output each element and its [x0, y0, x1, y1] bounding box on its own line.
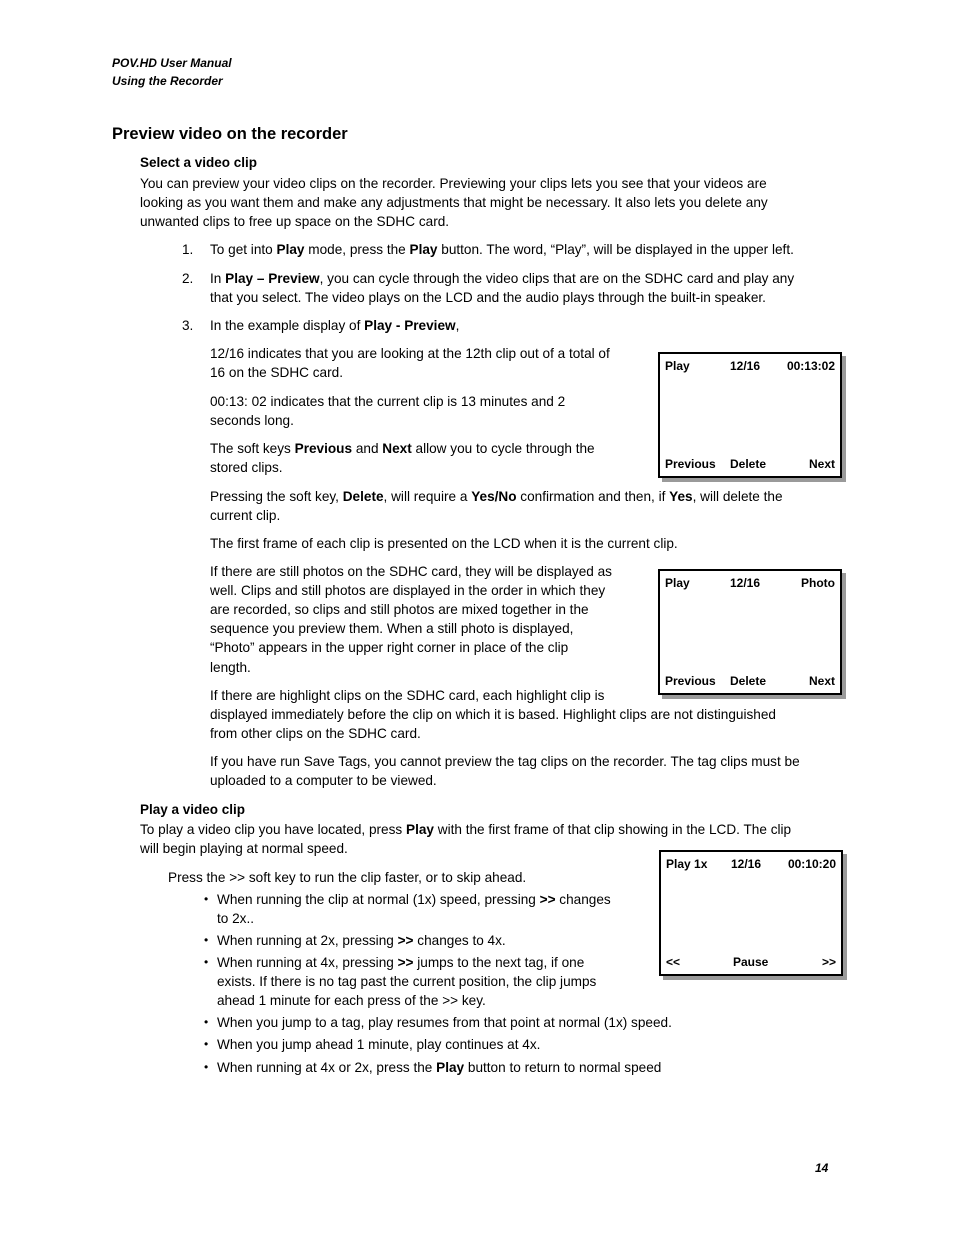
- bullet-3-line-1: When running at 4x, pressing >> jumps to the next tag, if one: [217, 955, 585, 970]
- bullet-1-line-1: When running the clip at normal (1x) speed, pressing >> changes: [217, 892, 611, 907]
- bullet-6-dot: •: [204, 1060, 209, 1074]
- bullet-2-text: When running at 2x, pressing >> changes to 4x.: [217, 933, 506, 948]
- step-3-number: 3.: [182, 318, 194, 333]
- step-2-text-line-2: that you select. The video plays on the LCD and the audio plays through the built-in speaker.: [210, 290, 766, 305]
- lcd-clip-count: 12/16: [730, 359, 761, 373]
- para-delete-line-2: current clip.: [210, 508, 281, 523]
- bullet-4-dot: •: [204, 1015, 209, 1029]
- lcd-softkey-pause: Pause: [733, 955, 769, 969]
- subheading-play: Play a video clip: [140, 802, 246, 817]
- lcd-clip-length: 00:13:02: [786, 359, 835, 373]
- para-time-line-2: seconds long.: [210, 413, 294, 428]
- para-photos-line-5: “Photo” appears in the upper right corner in place of the clip: [210, 640, 569, 655]
- page-heading: Preview video on the recorder: [112, 125, 348, 143]
- para-highlight-line-1: If there are highlight clips on the SDHC card, each highlight clip is: [210, 688, 605, 703]
- lcd-softkey-rewind: <<: [666, 955, 681, 969]
- para-photos-line-4: sequence you preview them. When a still photo is displayed,: [210, 621, 574, 636]
- intro-line-2: looking as you want them and make any adjustments that might be necessary. It also lets you delete any: [140, 195, 768, 210]
- para-delete-line-1: Pressing the soft key, Delete, will require a Yes/No confirmation and then, if Yes, will delete the: [210, 489, 783, 504]
- lcd-clip-count: 12/16: [731, 857, 762, 871]
- lcd-mode-label: Play 1x: [666, 857, 708, 871]
- lcd-softkey-delete: Delete: [730, 457, 767, 471]
- page-number: 14: [815, 1161, 829, 1175]
- bullet-1-dot: •: [204, 892, 209, 906]
- lcd-display-photo: [658, 569, 842, 695]
- step-3-text: In the example display of Play - Preview,: [210, 318, 460, 333]
- lcd-display-preview: [658, 352, 842, 478]
- lcd-softkey-next: Next: [808, 457, 835, 471]
- para-1216-line-2: 16 on the SDHC card.: [210, 365, 343, 380]
- para-softkeys-line-2: stored clips.: [210, 460, 283, 475]
- lcd-softkey-previous: Previous: [665, 674, 716, 688]
- lcd-photo-label: Photo: [801, 576, 835, 590]
- play-intro-line-1: To play a video clip you have located, press Play with the first frame of that clip showing in the LCD. The clip: [140, 822, 792, 837]
- play-intro-line-2: will begin playing at normal speed.: [140, 841, 348, 856]
- bullet-5-dot: •: [204, 1037, 209, 1051]
- para-1216-line-1: 12/16 indicates that you are looking at the 12th clip out of a total of: [210, 346, 610, 361]
- bullet-3-dot: •: [204, 955, 209, 969]
- bullet-6-text: When running at 4x or 2x, press the Play button to return to normal speed: [217, 1060, 662, 1075]
- step-1-text: To get into Play mode, press the Play button. The word, “Play”, will be displayed in the upper left.: [210, 242, 794, 257]
- step-2-text: In Play – Preview, you can cycle through the video clips that are on the SDHC card and play any: [210, 271, 795, 286]
- para-softkeys-line-1: The soft keys Previous and Next allow you to cycle through the: [210, 441, 595, 456]
- para-photos-line-6: length.: [210, 660, 251, 675]
- bullet-3-line-3: ahead 1 minute for each press of the >> key.: [217, 993, 486, 1008]
- bullet-5-text: When you jump ahead 1 minute, play continues at 4x.: [217, 1037, 541, 1052]
- para-time-line-1: 00:13: 02 indicates that the current clip is 13 minutes and 2: [210, 394, 566, 409]
- step-2-number: 2.: [182, 271, 194, 286]
- lcd-softkey-forward: >>: [821, 955, 836, 969]
- para-first-frame: The first frame of each clip is presented on the LCD when it is the current clip.: [210, 536, 678, 551]
- para-photos-line-1: If there are still photos on the SDHC card, they will be displayed as: [210, 564, 612, 579]
- lcd-mode-label: Play: [665, 359, 690, 373]
- lcd-mode-label: Play: [665, 576, 690, 590]
- lcd-softkey-previous: Previous: [665, 457, 716, 471]
- intro-line-3: unwanted clips to free up space on the SDHC card.: [140, 214, 450, 229]
- bullet-4-text: When you jump to a tag, play resumes from that point at normal (1x) speed.: [217, 1015, 672, 1030]
- para-photos-line-3: are recorded, so clips and still photos are mixed together in the: [210, 602, 589, 617]
- bullet-3-line-2: exists. If there is no tag past the current position, the clip jumps: [217, 974, 597, 989]
- step-1-number: 1.: [182, 242, 194, 257]
- para-savetags-line-2: uploaded to a computer to be viewed.: [210, 773, 437, 788]
- para-savetags-line-1: If you have run Save Tags, you cannot preview the tag clips on the recorder. The tag clips must be: [210, 754, 800, 769]
- intro-line-1: You can preview your video clips on the recorder. Previewing your clips lets you see that your videos are: [140, 176, 767, 191]
- para-photos-line-2: well. Clips and still photos are displayed in the order in which they: [210, 583, 606, 598]
- lcd-clip-count: 12/16: [730, 576, 761, 590]
- lcd-display-play: [659, 850, 843, 976]
- subheading-select: Select a video clip: [140, 155, 258, 170]
- lcd-softkey-delete: Delete: [730, 674, 767, 688]
- lcd-clip-time: 00:10:20: [787, 857, 836, 871]
- play-press-text: Press the >> soft key to run the clip faster, or to skip ahead.: [168, 870, 527, 885]
- doc-title: POV.HD User Manual: [112, 56, 232, 70]
- lcd-softkey-next: Next: [808, 674, 835, 688]
- bullet-1-line-2: to 2x..: [217, 911, 255, 926]
- para-highlight-line-3: from other clips on the SDHC card.: [210, 726, 421, 741]
- para-highlight-line-2: displayed immediately before the clip on which it is based. Highlight clips are not distinguished: [210, 707, 776, 722]
- section-title: Using the Recorder: [112, 74, 223, 88]
- bullet-2-dot: •: [204, 933, 209, 947]
